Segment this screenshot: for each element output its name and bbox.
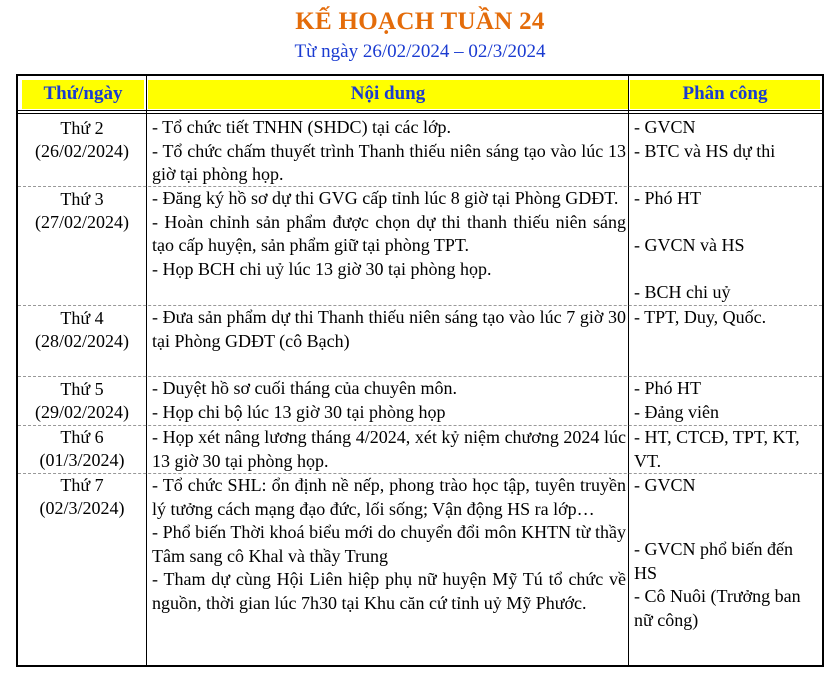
table-row-day — [18, 307, 146, 353]
day-name: Thứ 4 — [60, 308, 104, 328]
day-date: (02/3/2024) — [39, 498, 125, 518]
page-title: KẾ HOẠCH TUẦN 24 — [295, 8, 545, 35]
schedule-table — [16, 74, 824, 667]
table-row-content — [152, 377, 626, 424]
header-divider — [18, 113, 822, 114]
day-name: Thứ 3 — [60, 189, 104, 209]
day-date: (29/02/2024) — [35, 402, 129, 422]
table-row-day — [18, 474, 146, 520]
assignment-item: - HT, CTCĐ, TPT, KT, VT. — [634, 427, 800, 471]
table-row-day — [18, 188, 146, 234]
day-date: (27/02/2024) — [35, 212, 129, 232]
day-date: (26/02/2024) — [35, 141, 129, 161]
content-item: - Tổ chức chấm thuyết trình Thanh thiếu niên sáng tạo vào lúc 13 giờ tại phòng họp. — [152, 140, 626, 184]
header-assignment-column: Phân công — [630, 80, 820, 109]
assignment-item: - BTC và HS dự thi — [634, 140, 776, 161]
assignment-item: - Phó HT — [634, 188, 701, 208]
assignment-spacer — [634, 498, 814, 522]
day-date: (28/02/2024) — [35, 331, 129, 351]
content-item: - Đưa sản phẩm dự thi Thanh thiếu niên sáng tạo vào lúc 7 giờ 30 tại Phòng GDĐT (cô Bạch) — [152, 307, 626, 351]
content-item: - Duyệt hồ sơ cuối tháng của chuyên môn. — [152, 378, 457, 398]
assignment-item: - GVCN phổ biến đến HS — [634, 539, 793, 583]
assignment-item: - GVCN — [634, 475, 696, 495]
date-range-subtitle: Từ ngày 26/02/2024 – 02/3/2024 — [294, 41, 546, 62]
content-item: - Hoàn chỉnh sản phẩm được chọn dự thi thanh thiếu niên sáng tạo cấp huyện, sản phẩm giữ tại phòng TPT. — [152, 211, 626, 255]
content-item: - Họp xét nâng lương tháng 4/2024, xét kỷ niệm chương 2024 lúc 13 giờ 30 tại phòng họp. — [152, 427, 626, 471]
table-row-assignment — [634, 426, 814, 473]
table-row-day — [18, 117, 146, 163]
table-row-content — [152, 306, 626, 353]
table-row-assignment — [634, 306, 814, 330]
day-name: Thứ 7 — [60, 475, 104, 495]
assignment-item: - TPT, Duy, Quốc. — [634, 307, 767, 327]
table-row-content — [152, 187, 626, 281]
header-divider — [18, 110, 822, 111]
assignment-item: - GVCN — [634, 117, 696, 137]
assignment-item: - GVCN và HS — [634, 235, 745, 255]
assignment-item: - Cô Nuôi (Trưởng ban nữ công) — [634, 586, 801, 630]
content-item: - Đăng ký hồ sơ dự thi GVG cấp tỉnh lúc 8 giờ tại Phòng GDĐT. — [152, 188, 619, 208]
day-date: (01/3/2024) — [39, 450, 125, 470]
content-item: - Tổ chức tiết TNHN (SHDC) tại các lớp. — [152, 117, 452, 137]
table-row-assignment — [634, 187, 814, 305]
table-row-content — [152, 474, 626, 615]
column-divider — [628, 76, 629, 665]
table-row-assignment — [634, 116, 814, 163]
assignment-item: - Phó HT — [634, 378, 701, 398]
header-day-column: Thứ/ngày — [22, 80, 144, 109]
content-item: - Họp chi bộ lúc 13 giờ 30 tại phòng họp — [152, 401, 446, 422]
table-row-assignment — [634, 377, 814, 424]
assignment-spacer — [634, 258, 814, 282]
content-item: - Tổ chức SHL: ổn định nề nếp, phong trào học tập, tuyên truyền lý tưởng cách mạng đạo đức, lối sống; Vận động HS ra lớp… — [152, 475, 626, 519]
assignment-item: - BCH chi uỷ — [634, 282, 731, 302]
assignment-item: - Đảng viên — [634, 401, 719, 422]
content-item: - Tham dự cùng Hội Liên hiệp phụ nữ huyện Mỹ Tú tổ chức về nguồn, thời gian lúc 7h30 tại Khu căn cứ tỉnh uỷ Mỹ Phước. — [152, 569, 626, 613]
table-row-content — [152, 116, 626, 187]
table-row-day — [18, 426, 146, 472]
table-row-content — [152, 426, 626, 473]
day-name: Thứ 2 — [60, 118, 104, 138]
content-item: - Phổ biến Thời khoá biểu mới do chuyển đổi môn KHTN từ thầy Tâm sang cô Khal và thầy Trung — [152, 522, 626, 566]
assignment-spacer — [634, 211, 814, 235]
header-content-column: Nội dung — [148, 80, 628, 109]
column-divider — [146, 76, 147, 665]
table-row-day — [18, 378, 146, 424]
table-row-assignment — [634, 474, 814, 632]
day-name: Thứ 5 — [60, 379, 104, 399]
content-item: - Họp BCH chi uỷ lúc 13 giờ 30 tại phòng họp. — [152, 258, 492, 279]
day-name: Thứ 6 — [60, 427, 104, 447]
